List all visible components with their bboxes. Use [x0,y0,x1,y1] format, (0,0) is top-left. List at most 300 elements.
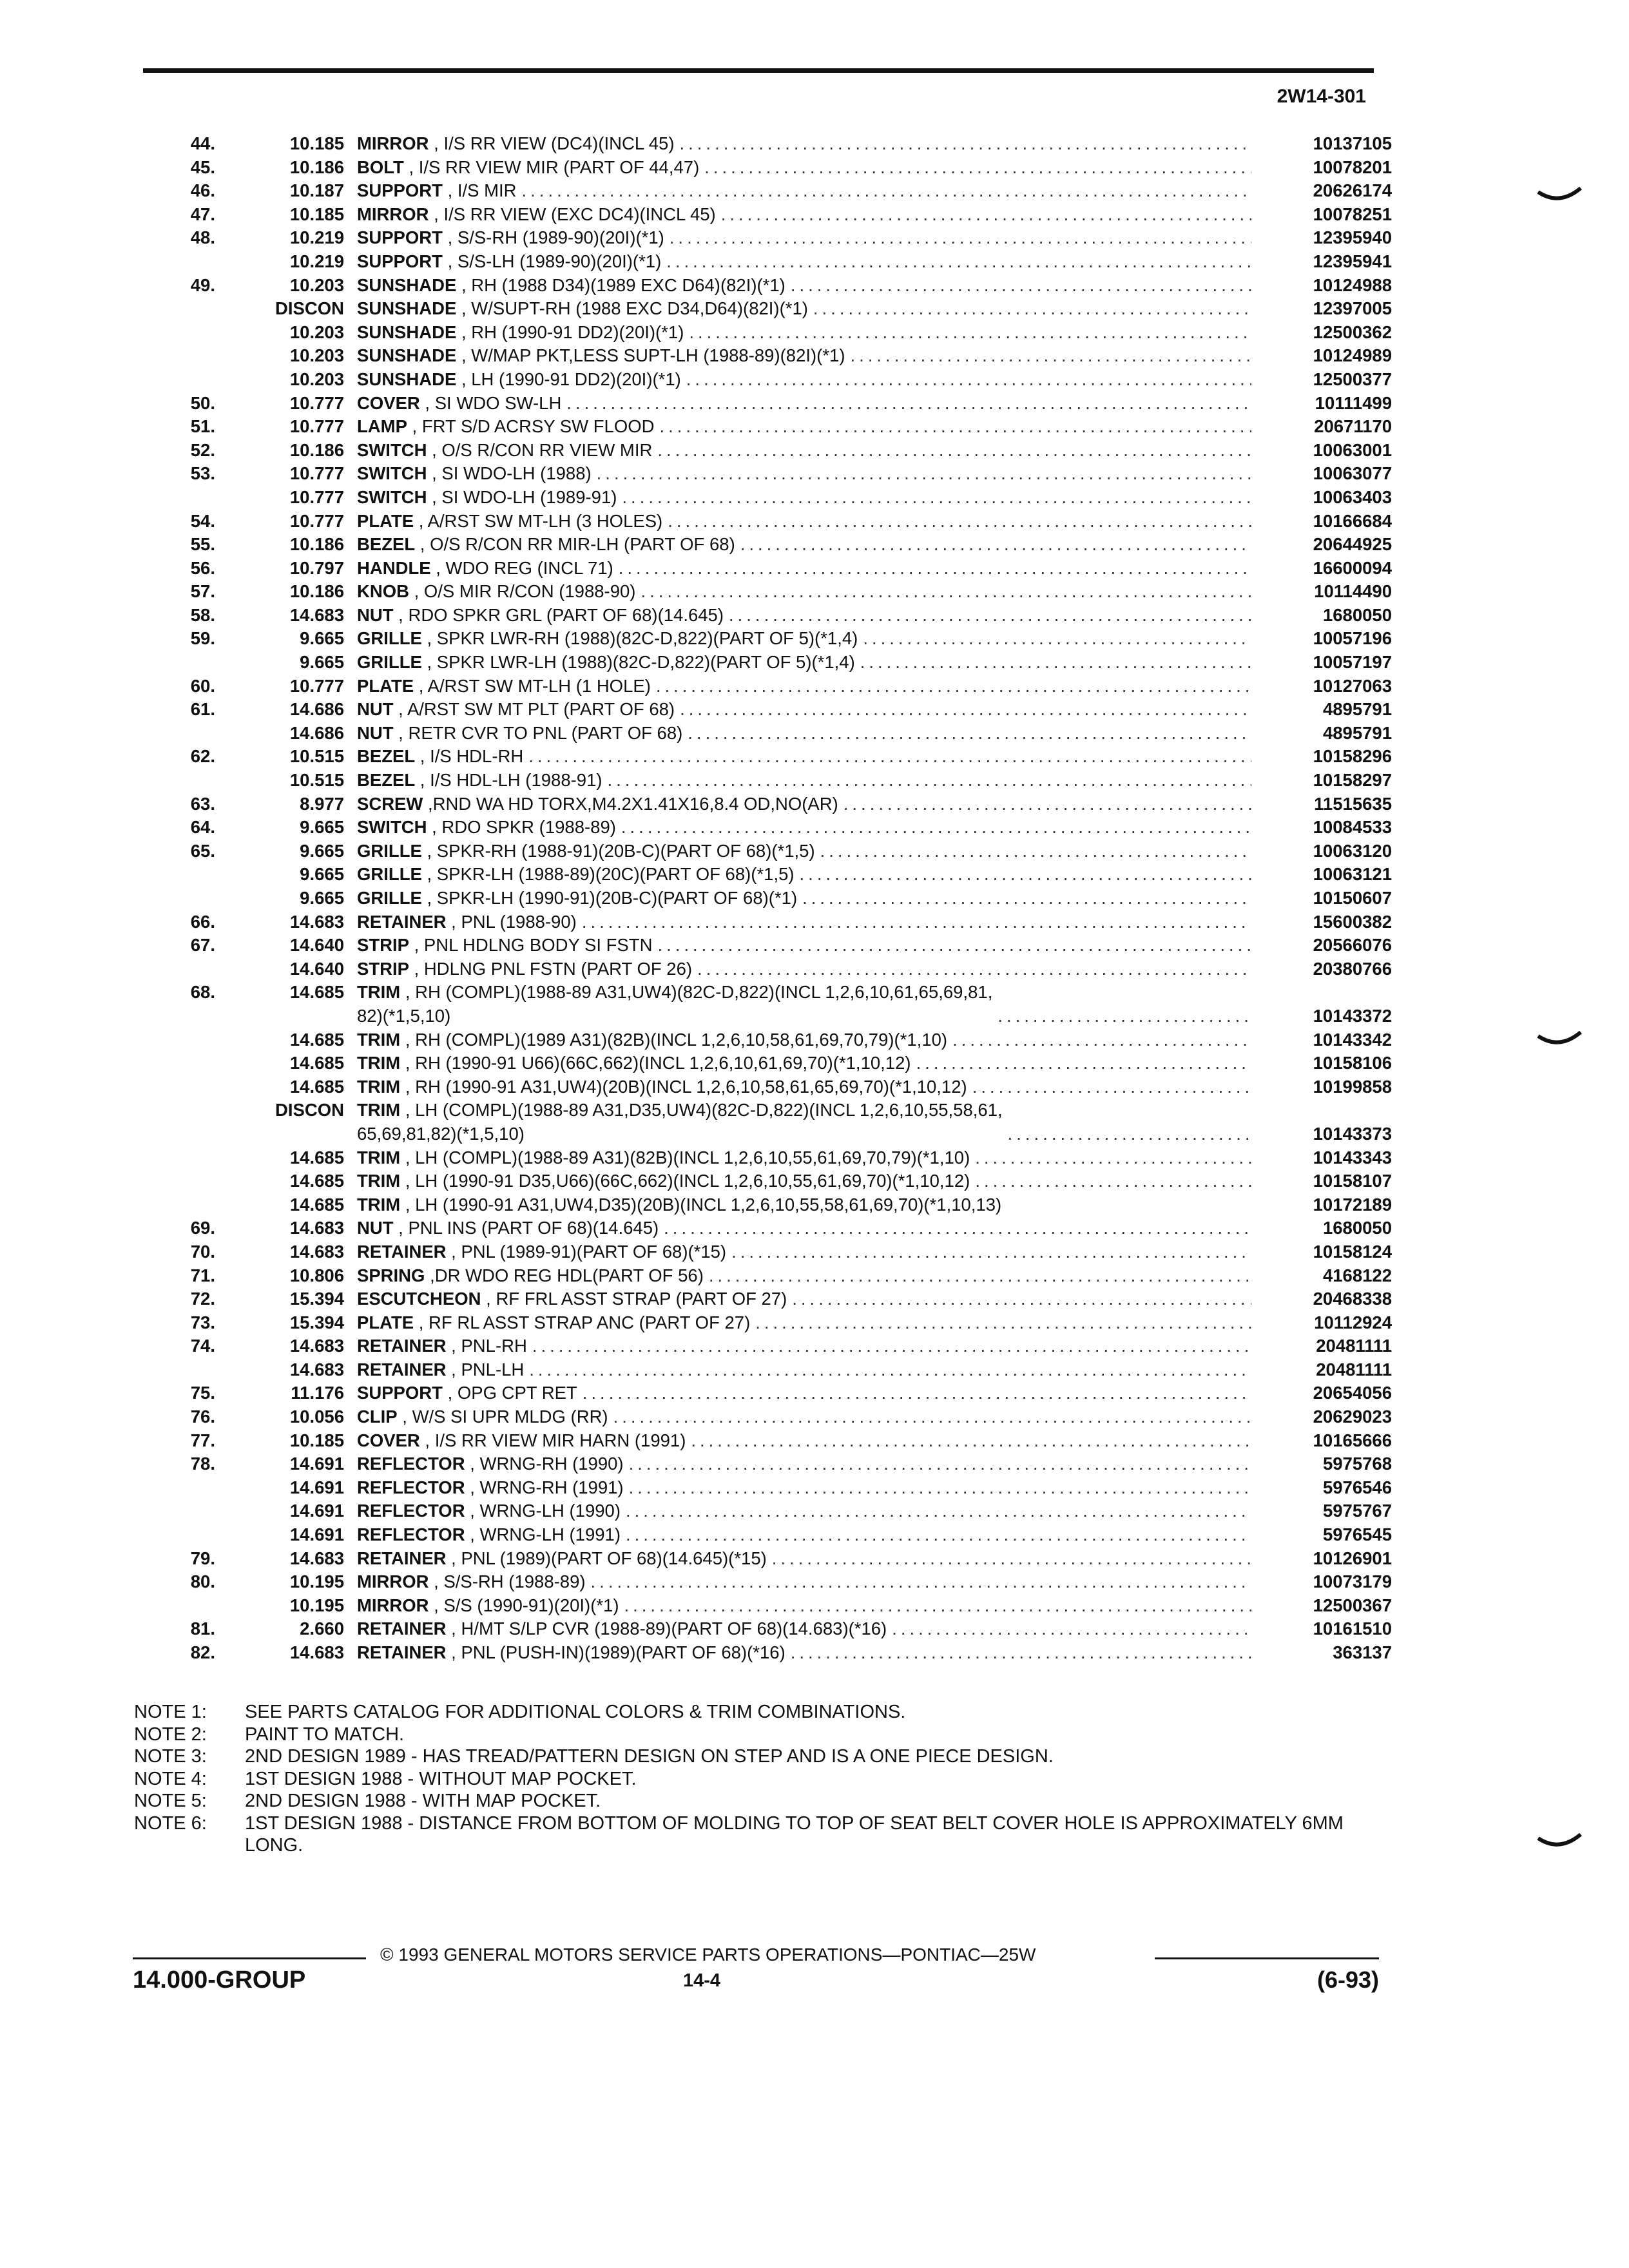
part-row [129,1169,1392,1193]
ref-number: 69. [190,1218,215,1238]
part-number: 10199858 [1313,1076,1392,1097]
group-number: 10.203 [289,322,344,342]
part-number: 12500377 [1313,369,1392,389]
part-description [344,627,1257,651]
dot-leader [916,1052,1251,1075]
group-number: 14.683 [289,604,344,625]
group-number: 14.685 [289,1171,344,1191]
dot-leader [532,1334,1251,1358]
part-row [129,439,1392,463]
part-detail: I/S RR VIEW (DC4)(INCL 45) [443,133,675,153]
description-text: CLIP , W/S SI UPR MLDG (RR) [357,1407,608,1427]
dot-leader [755,1311,1251,1335]
part-description [344,910,1257,934]
part-description [344,1617,1257,1641]
part-number: 10112924 [1314,1312,1392,1332]
part-row [129,1028,1392,1052]
part-description [344,580,1257,604]
part-row [129,1617,1392,1641]
dot-leader [689,321,1251,345]
ref-number: 78. [190,1454,215,1474]
part-name: RETAINER [357,1336,447,1356]
ref-number: 66. [190,911,215,932]
dot-leader [583,1381,1251,1405]
part-description [344,1075,1257,1099]
part-row [129,1429,1392,1453]
part-name: PLATE [357,510,414,531]
part-row [129,321,1392,345]
group-number: 10.186 [289,534,344,555]
part-detail: RF RL ASST STRAP ANC (PART OF 27) [429,1312,751,1332]
ref-number: 53. [190,463,215,484]
part-row [129,415,1392,439]
group-number: 10.203 [289,369,344,389]
dot-leader [657,439,1251,463]
description-text: GRILLE , SPKR-RH (1988-91)(20B-C)(PART OF 68)(*1,5) [357,840,815,861]
part-row [129,486,1392,510]
description-text: SWITCH , O/S R/CON RR VIEW MIR [357,439,653,460]
dot-leader [622,486,1251,510]
part-description [344,486,1257,510]
description-text: SUPPORT , I/S MIR [357,180,517,201]
group-number: DISCON [275,1100,344,1120]
part-description [344,392,1257,416]
top-rule [143,68,1374,73]
dot-leader [731,1240,1251,1264]
description-text: SPRING ,DR WDO REG HDL(PART OF 56) [357,1265,704,1285]
note-label: NOTE 4: [134,1768,207,1789]
part-detail: PNL (1989-91)(PART OF 68)(*15) [461,1241,727,1262]
description-text: REFLECTOR , WRNG-LH (1990) [357,1501,621,1521]
part-number: 11515635 [1314,793,1392,814]
part-number: 10063001 [1313,439,1392,460]
part-row [129,1099,1392,1146]
description-text: KNOB , O/S MIR R/CON (1988-90) [357,581,636,602]
dot-leader [680,698,1251,722]
part-name: GRILLE [357,652,422,673]
dot-leader [800,863,1251,887]
part-detail: I/S MIR [457,180,517,201]
description-text: SCREW ,RND WA HD TORX,M4.2X1.41X16,8.4 OD,NO(AR) [357,793,838,814]
dot-leader [697,957,1251,981]
ref-number: 68. [190,982,215,1003]
part-description [344,1452,1257,1476]
description-text: RETAINER , PNL-RH [357,1336,527,1356]
group-number: 9.665 [300,864,344,885]
description-text: SUPPORT , S/S-RH (1989-90)(20I)(*1) [357,227,664,248]
dot-leader [670,226,1251,250]
part-detail: H/MT S/LP CVR (1988-89)(PART OF 68)(14.683)(*16) [461,1619,887,1639]
group-number: 10.515 [289,746,344,767]
description-text: MIRROR , S/S (1990-91)(20I)(*1) [357,1595,619,1615]
part-detail: LH (COMPL)(1988-89 A31,D35,UW4)(82C-D,822)(INCL 1,2,6,10,55,58,61, 65,69,81,82)(*1,5,10) [357,1100,1003,1144]
part-number: 15600382 [1313,911,1392,932]
ref-number: 64. [190,817,215,838]
ref-number: 80. [190,1571,215,1592]
part-name: SWITCH [357,463,427,484]
part-number: 10158107 [1313,1171,1392,1191]
description-text: TRIM , RH (COMPL)(1989 A31)(82B)(INCL 1,2,6,10,58,61,69,70,79)(*1,10) [357,1029,948,1050]
part-name: MIRROR [357,133,429,153]
part-description [344,297,1257,321]
part-detail: PNL (1988-90) [461,911,577,932]
group-number: 9.665 [300,888,344,908]
part-row [129,156,1392,180]
part-row [129,462,1392,486]
part-detail: I/S RR VIEW MIR HARN (1991) [434,1430,686,1450]
part-name: NUT [357,699,394,720]
part-row [129,957,1392,981]
group-number: 9.665 [300,817,344,838]
part-row [129,604,1392,628]
part-detail: WRNG-RH (1990) [479,1454,624,1474]
description-text: RETAINER , PNL (1989)(PART OF 68)(14.645)(*15) [357,1548,767,1568]
part-row [129,698,1392,722]
part-row [129,1193,1392,1217]
description-text: SUNSHADE , RH (1988 D34)(1989 EXC D64)(82I)(*1) [357,274,786,295]
part-row [129,793,1392,816]
part-description [344,981,1257,1028]
description-text: MIRROR , S/S-RH (1988-89) [357,1571,586,1592]
part-number: 20566076 [1313,935,1392,956]
description-text: REFLECTOR , WRNG-RH (1991) [357,1477,624,1497]
part-number: 10078251 [1313,204,1392,224]
part-name: SWITCH [357,486,427,507]
part-description [344,203,1257,227]
dot-leader [791,274,1251,298]
part-name: SUPPORT [357,180,443,201]
group-number: 10.219 [289,251,344,271]
part-detail: PNL-LH [461,1359,525,1379]
group-number: 10.203 [289,345,344,366]
part-row [129,368,1392,392]
ref-number: 79. [190,1548,215,1568]
part-name: BEZEL [357,534,416,555]
part-number: 10084533 [1313,817,1392,838]
part-detail: PNL (1989)(PART OF 68)(14.645)(*15) [461,1548,767,1568]
ref-number: 81. [190,1619,215,1639]
description-text: GRILLE , SPKR LWR-LH (1988)(82C-D,822)(PART OF 5)(*1,4) [357,652,855,673]
part-row [129,1381,1392,1405]
part-row [129,675,1392,698]
ref-number: 49. [190,274,215,295]
group-number: 10.056 [289,1407,344,1427]
note-row [134,1745,1358,1768]
part-description [344,863,1257,887]
dot-leader [626,1499,1251,1523]
part-detail: A/RST SW MT-LH (3 HOLES) [427,510,663,531]
note-row [134,1812,1358,1857]
dot-leader [860,651,1251,675]
ref-number: 76. [190,1407,215,1427]
dot-leader [851,344,1252,368]
footer-rule-right [1155,1957,1379,1959]
description-text: SWITCH , RDO SPKR (1988-89) [357,817,616,838]
part-row [129,722,1392,745]
part-number: 10143372 [1313,1005,1392,1026]
part-detail: W/SUPT-RH (1988 EXC D34,D64)(82I)(*1) [471,298,808,319]
part-name: NUT [357,604,394,625]
dot-leader [591,1570,1251,1594]
part-name: COVER [357,1430,420,1450]
date-code: (6-93) [1316,1966,1379,1993]
part-number: 363137 [1333,1642,1392,1662]
dot-leader [892,1617,1251,1641]
part-detail: RH (COMPL)(1988-89 A31,UW4)(82C-D,822)(INCL 1,2,6,10,61,65,69,81, 82)(*1,5,10) [357,982,993,1026]
part-description [344,533,1257,557]
part-row [129,1287,1392,1311]
part-number: 10126901 [1313,1548,1392,1568]
part-name: RETAINER [357,1359,447,1379]
part-name: SUPPORT [357,251,443,271]
note-label: NOTE 6: [134,1812,207,1834]
dot-leader [597,462,1251,486]
description-text: NUT , RDO SPKR GRL (PART OF 68)(14.645) [357,604,724,625]
copyright-line: © 1993 GENERAL MOTORS SERVICE PARTS OPERATIONS—PONTIAC—25W [380,1945,1036,1965]
part-name: TRIM [357,1171,401,1191]
part-detail: FRT S/D ACRSY SW FLOOD [421,416,655,437]
footer-rule-left [133,1957,366,1959]
ref-number: 65. [190,840,215,861]
group-number: 14.683 [289,1359,344,1379]
ref-number: 67. [190,935,215,956]
part-name: GRILLE [357,840,422,861]
part-name: HANDLE [357,557,431,578]
part-row [129,1452,1392,1476]
part-name: SUNSHADE [357,345,457,366]
group-number: 11.176 [291,1383,344,1403]
dot-leader [791,1641,1251,1665]
dot-leader [972,1075,1251,1099]
part-name: TRIM [357,1100,401,1120]
part-detail: LH (COMPL)(1988-89 A31)(82B)(INCL 1,2,6,10,55,61,69,70,79)(*1,10) [415,1147,970,1168]
part-name: TRIM [357,1076,401,1097]
part-detail: SPKR-RH (1988-91)(20B-C)(PART OF 68)(*1,5) [436,840,815,861]
dot-leader [843,793,1251,816]
part-description [344,793,1257,816]
part-number: 10137105 [1313,133,1392,153]
part-detail: HDLNG PNL FSTN (PART OF 26) [423,958,693,979]
part-number: 12500367 [1313,1595,1392,1615]
ref-number: 45. [190,157,215,177]
description-text: RETAINER , PNL (1989-91)(PART OF 68)(*15) [357,1241,727,1262]
part-name: SUNSHADE [357,274,457,295]
description-text: NUT , A/RST SW MT PLT (PART OF 68) [357,699,675,720]
part-number: 5976546 [1322,1477,1392,1497]
ref-number: 75. [190,1383,215,1403]
dot-leader [629,1452,1251,1476]
part-name: GRILLE [357,628,422,649]
part-number: 10158296 [1313,746,1392,767]
part-detail: WDO REG (INCL 71) [445,557,613,578]
part-number: 5975767 [1322,1501,1392,1521]
group-number: 10.806 [289,1265,344,1285]
part-detail: O/S R/CON RR VIEW MIR [441,439,653,460]
description-text: TRIM , RH (1990-91 A31,UW4)(20B)(INCL 1,2,6,10,58,61,65,69,70)(*1,10,12) [357,1076,967,1097]
dot-leader [641,580,1251,604]
part-name: PLATE [357,1312,414,1332]
part-row [129,981,1392,1028]
part-description [344,1052,1257,1075]
part-description [344,1476,1257,1500]
part-name: SPRING [357,1265,425,1285]
description-text: SWITCH , SI WDO-LH (1989-91) [357,486,617,507]
part-number: 20629023 [1313,1407,1392,1427]
ref-number: 52. [190,439,215,460]
dot-leader [629,1476,1251,1500]
group-number: 10.797 [289,557,344,578]
group-number: 14.685 [289,1053,344,1073]
part-row [129,1334,1392,1358]
group-number: 10.195 [289,1571,344,1592]
dot-leader [666,250,1251,274]
description-text: COVER , I/S RR VIEW MIR HARN (1991) [357,1430,686,1450]
part-detail: RH (1990-91 U66)(66C,662)(INCL 1,2,6,10,61,69,70)(*1,10,12) [415,1053,911,1073]
part-row [129,1570,1392,1594]
part-description [344,462,1257,486]
part-description [344,1287,1257,1311]
part-description [344,156,1257,180]
description-text: ESCUTCHEON , RF FRL ASST STRAP (PART OF 27) [357,1289,787,1309]
catalog-code: 2W14-301 [1277,86,1366,107]
part-row [129,1476,1392,1500]
part-detail: PNL-RH [461,1336,527,1356]
group-number: 10.777 [289,392,344,413]
part-description [344,1028,1257,1052]
group-number: 10.777 [289,486,344,507]
ref-number: 59. [190,628,215,649]
description-text: COVER , SI WDO SW-LH [357,392,562,413]
ref-number: 61. [190,699,215,720]
group-number: 10.777 [289,675,344,696]
part-name: SUPPORT [357,1383,443,1403]
note-row [134,1701,1358,1724]
group-number: 8.977 [300,793,344,814]
group-number: 14.691 [289,1477,344,1497]
ref-number: 70. [190,1241,215,1262]
description-text: RETAINER , PNL (1988-90) [357,911,577,932]
part-detail: I/S HDL-RH [430,746,524,767]
group-number: 14.691 [289,1524,344,1545]
part-description [344,1523,1257,1547]
part-row [129,250,1392,274]
ref-number: 73. [190,1312,215,1332]
ref-number: 44. [190,133,215,153]
dot-leader [792,1287,1251,1311]
part-number: 10127063 [1313,675,1392,696]
dot-leader [863,627,1251,651]
dot-leader [566,392,1251,416]
group-number: 14.683 [289,1218,344,1238]
group-number: 14.685 [289,1194,344,1215]
part-row [129,627,1392,651]
part-name: SUNSHADE [357,298,457,319]
dot-leader [740,533,1251,557]
group-number: 10.185 [289,133,344,153]
part-number: 10063120 [1313,840,1392,861]
group-number: 10.186 [289,581,344,602]
group-number: 10.186 [289,439,344,460]
description-text: PLATE , A/RST SW MT-LH (1 HOLE) [357,675,651,696]
part-description [344,510,1257,533]
part-name: CLIP [357,1407,398,1427]
group-number: 10.219 [289,227,344,248]
ref-number: 54. [190,510,215,531]
part-number: 10063403 [1313,486,1392,507]
part-name: SWITCH [357,817,427,838]
part-row [129,863,1392,887]
part-row [129,745,1392,769]
part-name: RETAINER [357,1619,447,1639]
note-text: 2ND DESIGN 1989 - HAS TREAD/PATTERN DESIGN ON STEP AND IS A ONE PIECE DESIGN. [245,1746,1054,1767]
part-row [129,1240,1392,1264]
part-name: SCREW [357,793,423,814]
part-detail: O/S MIR R/CON (1988-90) [423,581,636,602]
description-text: MIRROR , I/S RR VIEW (EXC DC4)(INCL 45) [357,204,716,224]
part-detail: SPKR LWR-RH (1988)(82C-D,822)(PART OF 5)(*1,4) [436,628,858,649]
part-detail: O/S R/CON RR MIR-LH (PART OF 68) [430,534,735,555]
page-number: 14-4 [683,1970,721,1991]
part-number: 10057196 [1313,628,1392,649]
note-text: PAINT TO MATCH. [245,1724,405,1745]
group-number: 9.665 [300,652,344,673]
part-detail: RH (COMPL)(1989 A31)(82B)(INCL 1,2,6,10,58,61,69,70,79)(*1,10) [415,1029,948,1050]
part-number: 10073179 [1313,1571,1392,1592]
part-name: TRIM [357,982,401,1003]
part-row [129,203,1392,227]
part-number: 10143342 [1313,1029,1392,1050]
ref-number: 51. [190,416,215,437]
part-number: 10114490 [1314,581,1392,602]
part-number: 16600094 [1313,557,1392,578]
description-text: TRIM , LH (COMPL)(1988-89 A31)(82B)(INCL 1,2,6,10,55,61,69,70,79)(*1,10) [357,1147,970,1168]
group-number: 10.203 [289,274,344,295]
group-number: 2.660 [300,1619,344,1639]
note-text: SEE PARTS CATALOG FOR ADDITIONAL COLORS & TRIM COMBINATIONS. [245,1702,906,1722]
dot-leader [657,934,1251,957]
part-detail: SI WDO-LH (1989-91) [441,486,617,507]
part-row [129,934,1392,957]
part-description [344,557,1257,581]
group-number: 10.515 [289,770,344,791]
parts-list [129,132,1392,1665]
part-description [344,1216,1257,1240]
ref-number: 71. [190,1265,215,1285]
part-row [129,910,1392,934]
description-text: MIRROR , I/S RR VIEW (DC4)(INCL 45) [357,133,675,153]
dot-leader [624,1594,1251,1618]
ref-number: 56. [190,557,215,578]
part-name: RETAINER [357,1642,447,1662]
part-row [129,297,1392,321]
group-number: 14.685 [289,982,344,1003]
part-description [344,368,1257,392]
part-detail: A/RST SW MT PLT (PART OF 68) [407,699,675,720]
part-description [344,274,1257,298]
group-number: DISCON [275,298,344,319]
part-number: 20481111 [1316,1359,1392,1379]
dot-leader [709,1264,1251,1288]
dot-leader [619,557,1251,581]
part-description [344,226,1257,250]
part-description [344,1429,1257,1453]
part-row [129,1499,1392,1523]
dot-leader [729,604,1251,628]
description-text: SWITCH , SI WDO-LH (1988) [357,463,592,484]
part-description [344,1264,1257,1288]
group-number: 15.394 [289,1289,344,1309]
part-number: 4168122 [1322,1265,1392,1285]
